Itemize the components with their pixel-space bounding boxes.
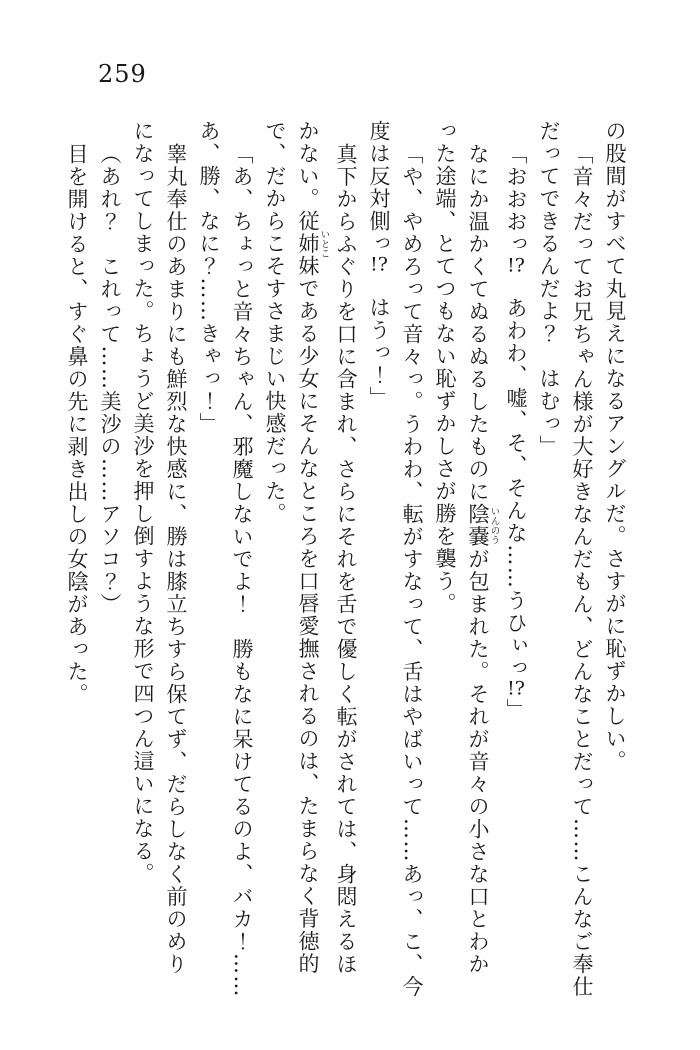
text-line: になってしまった。ちょうど美沙を押し倒すような形で四つん這いになる。 <box>131 120 155 885</box>
text-line: だってできるんだよ？ はむっ」 <box>537 120 561 458</box>
tatechuyoko: !? <box>507 679 525 699</box>
text-line: かない。従姉妹いとこである少女にそんなところを口唇愛撫されるのは、たまらなく背徳的 <box>296 120 330 975</box>
tatechuyoko: !? <box>370 255 388 274</box>
text-line: 目を開けると、すぐ鼻の先に剥き出しの女陰があった。 <box>65 143 89 706</box>
text-line: 「や、やめろって音々っ。うわわ、転がすなって、舌はやばいって……あっ、こ、今 <box>400 143 424 998</box>
text-line: った途端、とてつもない恥ずかしさが勝を襲う。 <box>433 120 457 615</box>
text-line: 睾丸奉仕のあまりにも鮮烈な快感に、勝は膝立ちすら保てず、だらしなく前のめり <box>164 143 188 976</box>
text-line: あ、勝、なに？……きゃっ！」 <box>197 120 221 435</box>
text-line: （あれ？ これって……美沙の……アソコ？） <box>98 143 122 616</box>
tatechuyoko: !? <box>507 255 525 275</box>
text-line: なにか温かくてぬるぬるしたものに陰嚢いんのうが包まれた。それが音々の小さな口とわか <box>466 143 500 976</box>
page-number: 259 <box>98 60 147 88</box>
text-line: で、だからこそすさまじい快感だった。 <box>263 120 287 525</box>
text-line: 「あ、ちょっと音々ちゃん、邪魔しないでよ！ 勝もなに呆けてるのよ、バカ！…… <box>230 143 254 998</box>
text-line: 「音々だってお兄ちゃん様が大好きなんだもん、どんなことだって……こんなご奉仕 <box>570 143 594 998</box>
text-line: 「おおおっ!? あわわ、嘘、そ、そんな……うひぃっ!?」 <box>504 143 528 721</box>
text-block <box>60 120 631 1012</box>
text-line: の股間がすべて丸見えになるアングルだ。さすがに恥ずかしい。 <box>603 120 627 773</box>
text-line: 度は反対側っ!? はうっ！」 <box>367 120 391 409</box>
text-line: 真下からふぐりを口に含まれ、さらにそれを舌で優しく転がされては、身悶えるほ <box>334 143 358 976</box>
